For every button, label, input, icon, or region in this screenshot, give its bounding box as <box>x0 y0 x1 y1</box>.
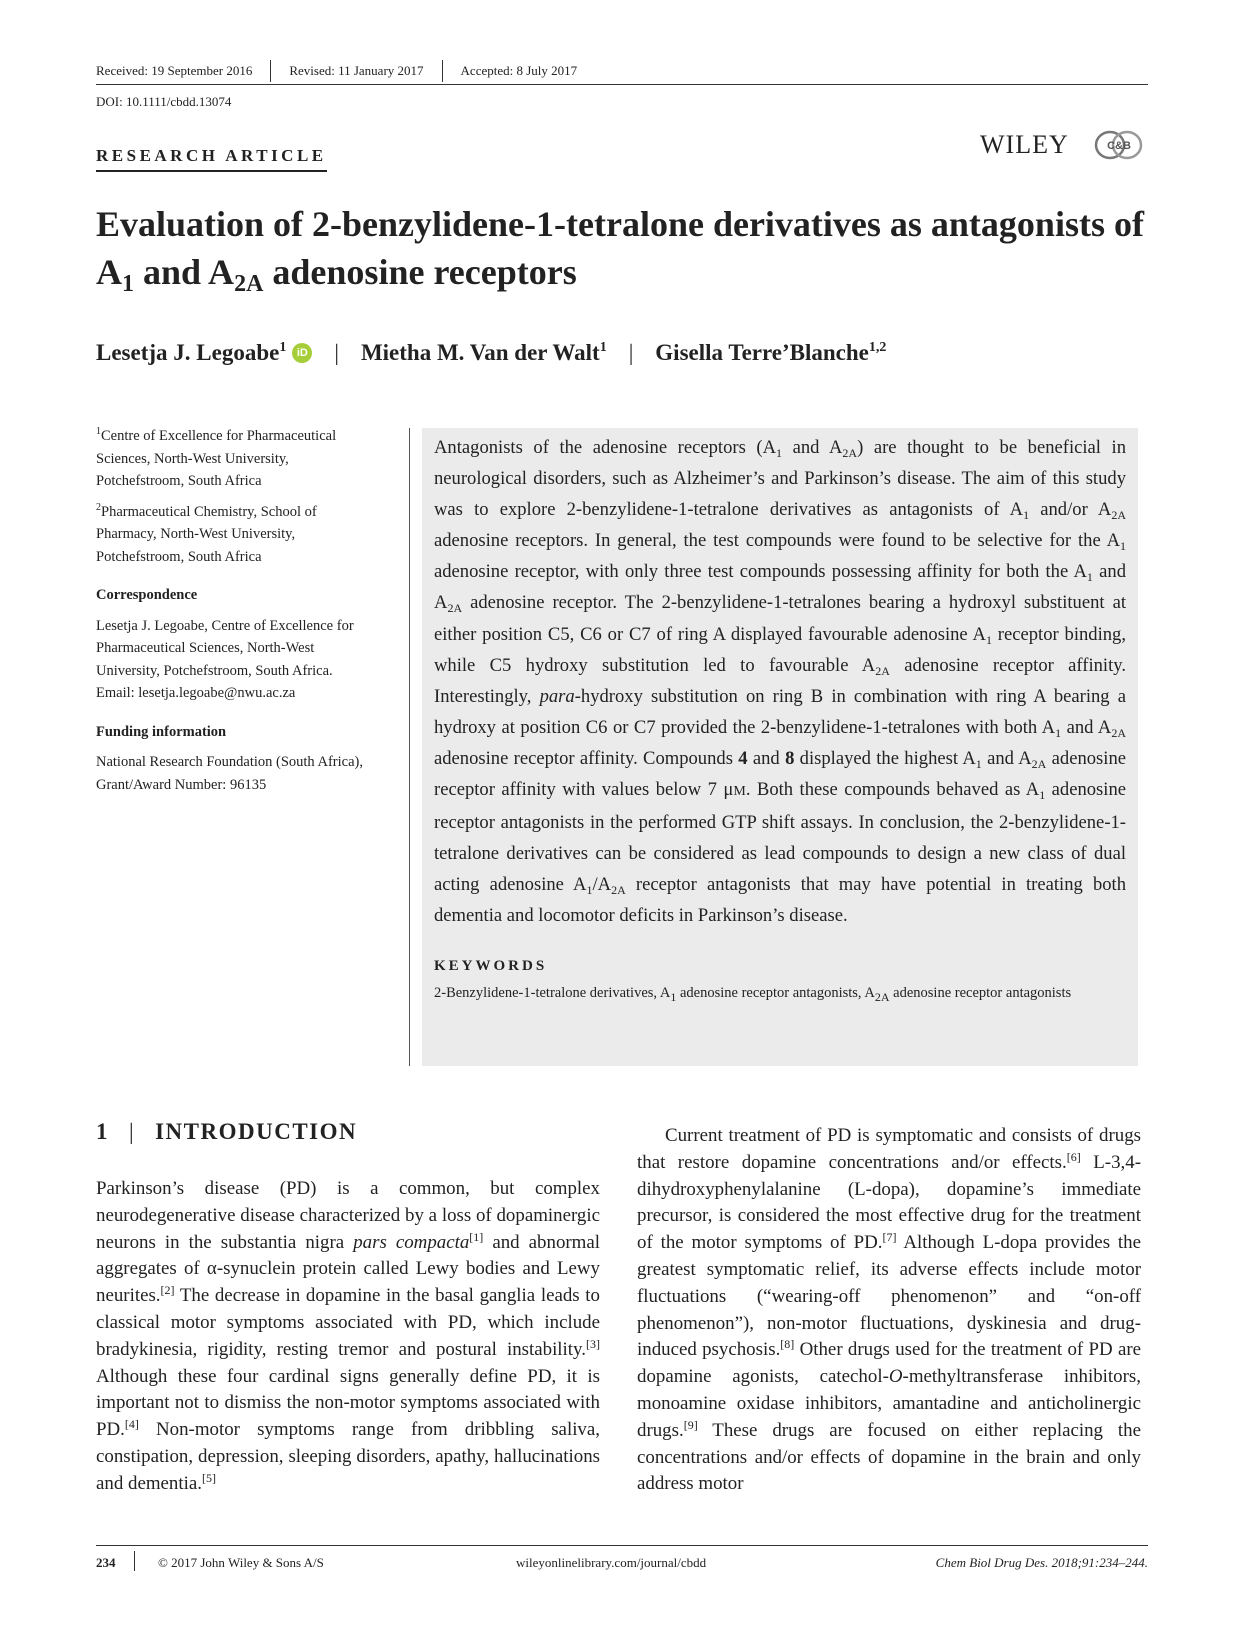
journal-citation: Chem Biol Drug Des. 2018;91:234–244. <box>935 1555 1148 1570</box>
received-date: Received: 19 September 2016 <box>96 63 253 78</box>
author-name[interactable]: Lesetja J. Legoabe$^1$ <box>96 340 287 365</box>
correspondence-text: Lesetja J. Legoabe, Centre of Excellence for Pharmaceutical Sciences, North-West University, Potchefstroom, South Africa. Email: lesetja.legoabe@nwu.ac.za <box>96 617 354 701</box>
citation-ref[interactable]: [7] <box>882 1230 897 1245</box>
section-label: RESEARCH ARTICLE <box>96 146 327 172</box>
header-rule <box>96 84 1148 85</box>
body-paragraph: Parkinson’s disease (PD) is a common, but complex neurodegenerative disease characterized by a loss of dopaminergic neurons in the substantia nigra pars compacta[1] and abnormal aggregates of α-synuclein protein called Lewy bodies and Lewy neurites.[2] The decrease in dopamine in the basal ganglia leads to classical motor symptoms associated with PD, which include bradykinesia, rigidity, resting tremor and postural instability.[3] Although these four cardinal signs generally define PD, it is important not to dismiss the non-motor symptoms associated with PD.[4] Non-motor symptoms range from dribbling saliva, constipation, depression, sleeping disorders, apathy, hallucinations and dementia.[5] <box>96 1178 601 1494</box>
journal-logo-icon <box>1094 128 1144 162</box>
affiliation: $^1$Centre of Excellence for Pharmaceutical Sciences, North-West University, Potchefstroom, South Africa <box>96 426 337 489</box>
citation-ref[interactable]: [8] <box>780 1337 795 1352</box>
divider <box>442 60 443 82</box>
abstract-box <box>422 428 1138 1066</box>
journal-logo-text: C&B <box>1107 140 1131 152</box>
doi: DOI: 10.1111/cbdd.13074 <box>96 94 232 109</box>
citation-ref[interactable]: [3] <box>586 1336 600 1351</box>
accepted-date: Accepted: 8 July 2017 <box>460 63 578 78</box>
revised-date: Revised: 11 January 2017 <box>289 63 424 78</box>
author-name[interactable]: Gisella Terre’Blanche$^{1,2}$ <box>655 340 887 365</box>
article-title: Evaluation of 2-benzylidene-1-tetralone derivatives as antagonists of $A_1$ and $A_{2A}$ adenosine receptors <box>96 204 1144 297</box>
body-paragraph: Current treatment of PD is symptomatic and consists of drugs that restore dopamine concentrations and/or effects.[6] L-3,4-dihydroxyphenylalanine (L-dopa), dopamine’s immediate precursor, is considered the most effective drug for the treatment of the motor symptoms of PD.[7] Although L-dopa provides the greatest symptomatic relief, its adverse effects include motor fluctuations (“wearing-off phenomenon” and “on-off phenomenon”), non-motor fluctuations, dyskinesia and drug-induced psychosis.[8] Other drugs used for the treatment of PD are dopamine agonists, catechol-O-methyltransferase inhibitors, monoamine oxidase inhibitors, amantadine and anticholinergic drugs.[9] These drugs are focused on either replacing the concentrations and/or effects of dopamine in the brain and only address motor <box>637 1125 1141 1495</box>
article-dates <box>96 60 577 82</box>
article-info-column <box>96 425 376 804</box>
section-heading: 1 | INTRODUCTION <box>96 1119 358 1144</box>
author-separator: | <box>628 340 634 365</box>
divider <box>270 60 271 82</box>
funding-text: National Research Foundation (South Africa), Grant/Award Number: 96135 <box>96 754 363 793</box>
publisher-logo: WILEY <box>980 130 1069 159</box>
author-list <box>96 340 886 366</box>
divider <box>134 1551 135 1571</box>
keywords-text: 2-Benzylidene-1-tetralone derivatives, $A_1$ adenosine receptor antagonists, $A_{2A}$ adenosine receptor antagonists <box>434 984 1072 1004</box>
citation-ref[interactable]: [9] <box>683 1417 698 1432</box>
footer-rule <box>96 1545 1148 1546</box>
affiliation: $^2$Pharmaceutical Chemistry, School of Pharmacy, North-West University, Potchefstroom, South Africa <box>96 501 317 565</box>
funding-label: Funding information <box>96 723 227 740</box>
citation-ref[interactable]: [4] <box>124 1417 139 1432</box>
author-separator: | <box>334 340 339 365</box>
journal-url[interactable]: wileyonlinelibrary.com/journal/cbdd <box>516 1555 707 1570</box>
citation-ref[interactable]: [5] <box>201 1470 216 1485</box>
correspondence-email[interactable]: Email: lesetja.legoabe@nwu.ac.za <box>96 685 296 701</box>
abstract-text: Antagonists of the adenosine receptors ($A_1$ and $A_{2A}$) are thought to be beneficial in neurological disorders, such as Alzheimer’s and Parkinson’s disease. The aim of this study was to explore 2-benzylidene-1-tetralone derivatives as antagonists of $A_1$ and/or $A_{2A}$ adenosine receptors. In general, the test compounds were found to be selective for the $A_1$ adenosine receptor, with only three test compounds possessing affinity for both the $A_1$ and $A_{2A}$ adenosine receptor. The 2-benzylidene-1-tetralones bearing a hydroxyl substituent at either position C5, C6 or C7 of ring A displayed favourable adenosine $A_1$ receptor binding, while C5 hydroxy substitution led to favourable $A_{2A}$ adenosine receptor affinity. Interestingly, para-hydroxy substitution on ring B in combination with ring A bearing a hydroxy at position C6 or C7 provided the 2-benzylidene-1-tetralones with both $A_1$ and $A_{2A}$ adenosine receptor affinity. Compounds 4 and 8 displayed the highest $A_1$ and $A_{2A}$ adenosine receptor affinity with values below 7 μM. Both these compounds behaved as $A_1$ adenosine receptor antagonists in the performed GTP shift assays. In conclusion, the 2-benzylidene-1-tetralone derivatives can be considered as lead compounds to design a new class of dual acting adenosine $A_1/A_{2A}$ receptor antagonists that may have potential in treating both dementia and locomotor deficits in Parkinson’s disease. <box>434 437 1127 927</box>
citation-ref[interactable]: [1] <box>469 1229 484 1244</box>
citation-ref[interactable]: [2] <box>160 1283 175 1298</box>
citation-ref[interactable]: [6] <box>1066 1149 1081 1164</box>
page-number: 234 <box>96 1555 116 1570</box>
author-name[interactable]: Mietha M. Van der Walt$^1$ <box>360 340 607 365</box>
copyright: © 2017 John Wiley & Sons A/S <box>158 1555 324 1570</box>
correspondence-label: Correspondence <box>96 587 198 603</box>
abstract-divider <box>409 428 410 1066</box>
keywords-heading: KEYWORDS <box>434 957 548 974</box>
orcid-icon[interactable]: iD <box>292 343 312 363</box>
